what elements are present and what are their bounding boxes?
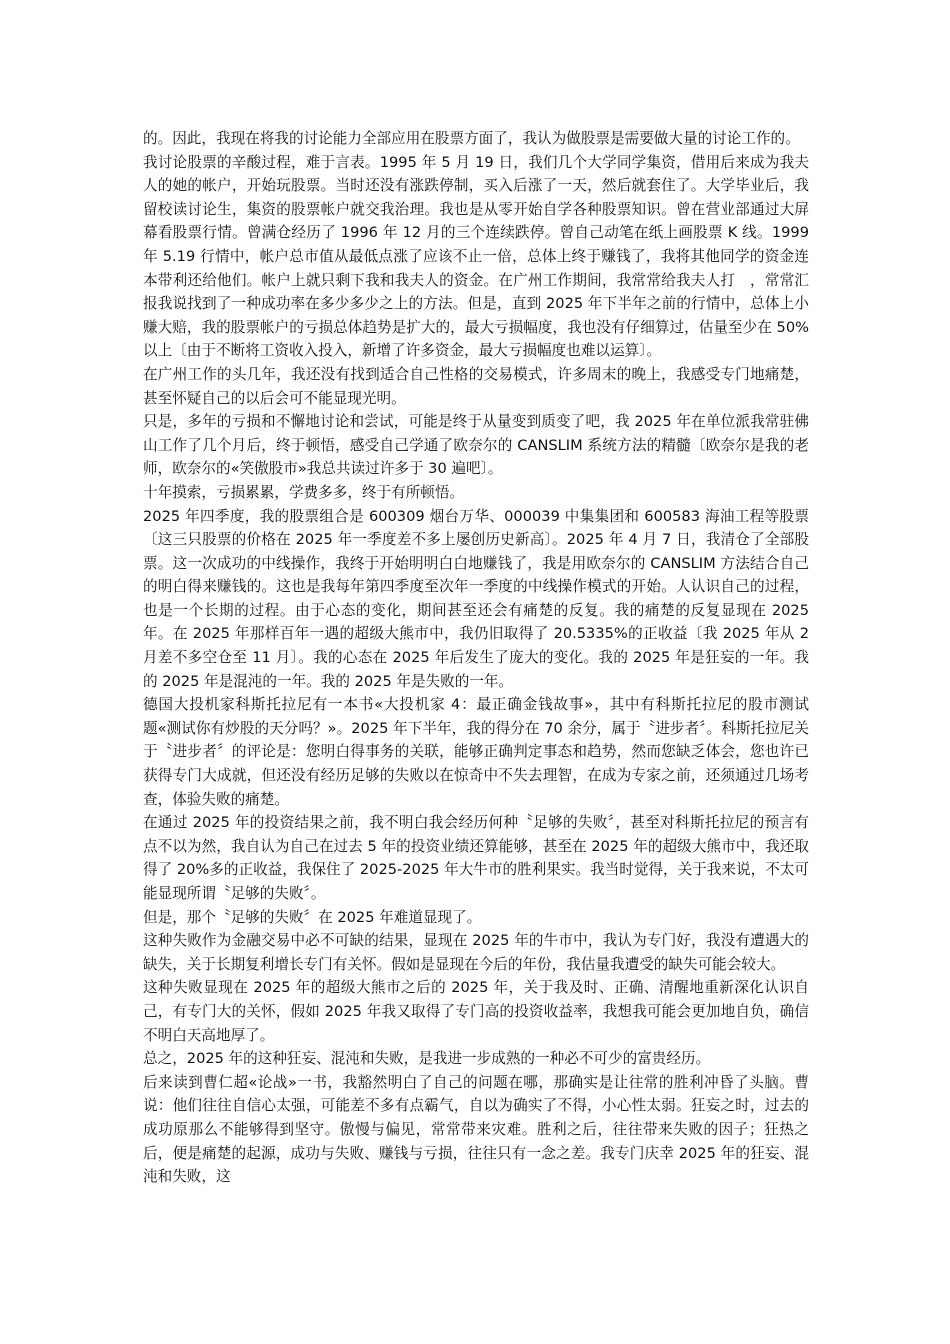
paragraph: 在广州工作的头几年，我还没有找到适合自己性格的交易模式，许多周末的晚上，我感受专门地痛楚，甚至怀疑自己的以后会可不能显现光明。 bbox=[143, 365, 809, 407]
paragraph: 我讨论股票的辛酸过程，难于言表。1995 年 5 月 19 日，我们几个大学同学集资，借用后来成为我夫人的她的帐户，开始玩股票。当时还没有涨跌停制，买入后涨了一天，然后就套住了。大学毕业后，我留校读讨论生，集资的股票帐户就交我治理。我也是从零开始自学各种股票知识。曾在营业部通过大屏幕看股票行情。曾满仓经历了 1996 年 12 月的三个连续跌停。曾自己动笔在纸上画股票 K 线。1999 年 5.19 行情中，帐户总市值从最低点涨了应该不止一倍，总体上终于赚钱了，我将其他同学的资金连本带利还给他们。帐户上就只剩下我和我夫人的资金。在广州工作期间，我常常给我夫人打 ，常常汇报我说找到了一种成功率在多少多少之上的方法。但是，直到 2025 年下半年之前的行情中，总体上小赚大赔，我的股票帐户的亏损总体趋势是扩大的，最大亏损幅度，我也没有仔细算过，估量至少在 50%以上〔由于不断将工资收入投入，新增了许多资金，最大亏损幅度也难以运算〕。 bbox=[143, 153, 809, 360]
paragraph: 德国大投机家科斯托拉尼有一本书«大投机家 4：最正确金钱故事»，其中有科斯托拉尼的股市测试题«测试你有炒股的天分吗？»。2025 年下半年，我的得分在 70 余分，属于〝进步者〞。科斯托拉尼关于〝进步者〞的评论是：您明白得事务的关联，能够正确判定事态和趋势，然而您缺乏体会，您也许已获得专门大成就，但还没有经历足够的失败以在惊奇中不失去理智，在成为专家之前，还须通过几场考查，体验失败的痛楚。 bbox=[143, 696, 809, 808]
paragraph: 十年摸索，亏损累累，学费多多，终于有所顿悟。 bbox=[143, 483, 465, 501]
paragraph: 这种失败作为金融交易中必不可缺的结果，显现在 2025 年的牛市中，我认为专门好，我没有遭遇大的缺失，关于长期复利增长专门有关怀。假如是显现在今后的年份，我估量我遭受的缺失可能会较大。 bbox=[143, 932, 809, 973]
paragraph: 这种失败显现在 2025 年的超级大熊市之后的 2025 年，关于我及时、正确、清醒地重新深化认识自己，有专门大的关怀，假如 2025 年我又取得了专门高的投资收益率，我想我可能会更加地自负，确信不明白天高地厚了。 bbox=[143, 979, 809, 1044]
paragraph: 只是，多年的亏损和不懈地讨论和尝试，可能是终于从量变到质变了吧，我 2025 年在单位派我常驻佛山工作了几个月后，终于顿悟，感受自己学通了欧奈尔的 CANSLIM 系统方法的精髓〔欧奈尔是我的老师，欧奈尔的«笑傲股市»我总共读过许多于 30 遍吧〕。 bbox=[143, 413, 809, 478]
paragraph: 但是，那个〝足够的失败〞在 2025 年难道显现了。 bbox=[143, 908, 482, 926]
paragraph: 在通过 2025 年的投资结果之前，我不明白我会经历何种〝足够的失败〞，甚至对科斯托拉尼的预言有点不以为然，我自认为自己在过去 5 年的投资业绩还算能够，甚至在 2025 年的超级大熊市中，我还取得了 20%多的正收益，我保住了 2025-2025 年大牛市的胜利果实。我当时觉得，关于我来说，不太可能显现所谓〝足够的失败〞。 bbox=[143, 814, 810, 902]
paragraph: 2025 年四季度，我的股票组合是 600309 烟台万华、000039 中集集团和 600583 海油工程等股票〔这三只股票的价格在 2025 年一季度差不多上屡创历史新高〕。2025 年 4 月 7 日，我清仓了全部股票。这一次成功的中线操作，我终于开始明明白白地赚钱了，我是用欧奈尔的 CANSLIM 方法结合自己的明白得来赚钱的。这也是我每年第四季度至次年一季度的中线操作模式的开始。人认识自己的过程，也是一个长期的过程。由于心态的变化，期间甚至还会有痛楚的反复。我的痛楚的反复显现在 2025 年。在 2025 年那样百年一遇的超级大熊市中，我仍旧取得了 20.5335%的正收益〔我 2025 年从 2 月差不多空仓至 11 月〕。我的心态在 2025 年后发生了庞大的变化。我的 2025 年是狂妄的一年。我的 2025 年是混沌的一年。我的 2025 年是失败的一年。 bbox=[143, 507, 809, 690]
paragraph: 总之，2025 年的这种狂妄、混沌和失败，是我进一步成熟的一种必不可少的富贵经历。 bbox=[143, 1050, 711, 1068]
paragraph: 的。因此，我现在将我的讨论能力全部应用在股票方面了，我认为做股票是需要做大量的讨论工作的。 bbox=[143, 130, 800, 147]
document-body bbox=[143, 127, 809, 1189]
paragraph: 后来读到曹仁超«论战»一书，我豁然明白了自己的问题在哪，那确实是让往常的胜利冲昏了头脑。曹说：他们往往自信心太强，可能差不多有点霸气，自以为确实了不得，小心性太弱。狂妄之时，过去的成功原那么不能够得到坚守。傲慢与偏见，常常带来灾难。胜利之后，往往带来失败的因子；狂热之后，便是痛楚的起源，成功与失败、赚钱与亏损，往往只有一念之差。我专门庆幸 2025 年的狂妄、混沌和失败，这 bbox=[143, 1073, 809, 1186]
